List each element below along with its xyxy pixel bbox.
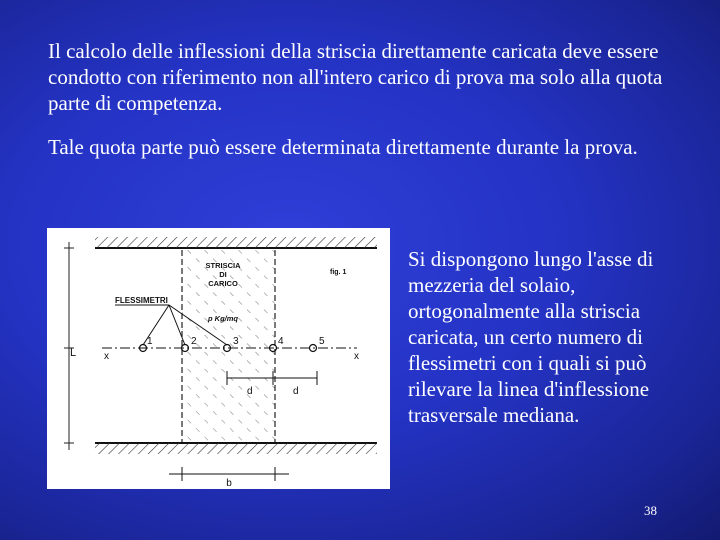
- figure-flessimetri-diagram: [47, 228, 390, 489]
- page-number: 38: [644, 503, 657, 518]
- span-label: L: [70, 347, 77, 359]
- point-label-4: 4: [278, 336, 284, 347]
- dim-d1-label: d: [247, 386, 253, 397]
- description-paragraph: Si dispongono lungo l'asse di mezzeria del solaio, ortogonalmente alla striscia caricata, un certo numero di flessimetri con i quali si può rilevare la linea d'inflessione trasversale mediana.: [408, 247, 654, 427]
- axis-left-label: x: [104, 351, 109, 362]
- strip-label-line3: CARICO: [208, 279, 238, 288]
- axis-right-label: x: [354, 351, 359, 362]
- span-dimension: [64, 242, 76, 450]
- fig-label: fig. 1: [330, 269, 347, 276]
- bottom-support: [95, 443, 377, 454]
- b-dimension: [169, 467, 289, 489]
- load-label: p Kg/mq: [208, 314, 238, 323]
- second-paragraph: Tale quota parte può essere determinata direttamente durante la prova.: [48, 135, 638, 159]
- point-label-2: 2: [191, 336, 197, 347]
- strip-label-line1: STRISCIA: [205, 261, 241, 270]
- point-label-1: 1: [147, 336, 153, 347]
- strip-label-line2: DI: [219, 270, 227, 279]
- dim-b-label: b: [226, 478, 232, 489]
- dim-d2-label: d: [293, 386, 299, 397]
- top-support: [95, 237, 377, 248]
- point-label-3: 3: [233, 336, 239, 347]
- intro-paragraph: Il calcolo delle inflessioni della striscia direttamente caricata deve essere condotto con riferimento non all'intero carico di prova ma solo alla quota parte di competenza.: [48, 39, 663, 115]
- point-label-5: 5: [319, 336, 325, 347]
- flessimetri-label: FLESSIMETRI: [115, 296, 168, 305]
